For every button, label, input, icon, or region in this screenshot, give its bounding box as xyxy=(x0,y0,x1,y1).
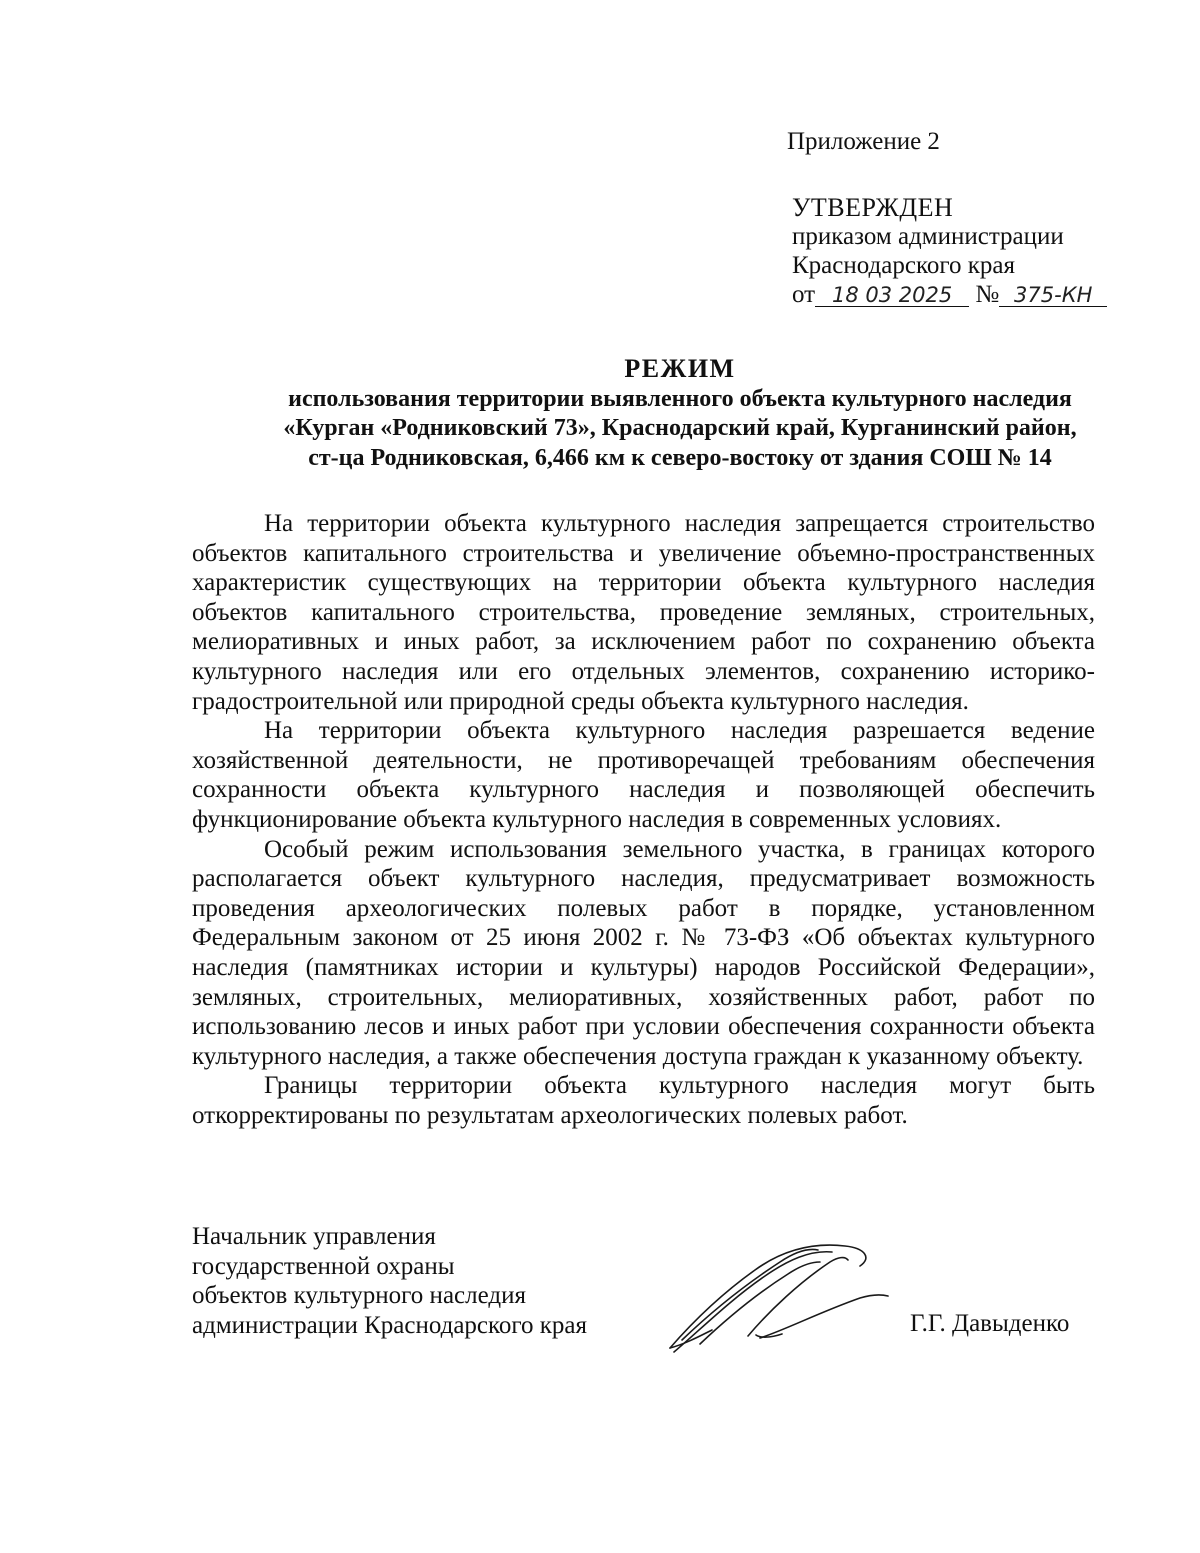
order-date-handwritten: 18 03 2025 xyxy=(815,284,969,307)
signer-title-line-4: администрации Краснодарского края xyxy=(192,1311,588,1339)
appendix-label: Приложение 2 xyxy=(787,128,940,155)
signer-title-line-3: объектов культурного наследия xyxy=(192,1282,526,1309)
approved-word: УТВЕРЖДЕН xyxy=(792,193,954,222)
title-line-2: «Курган «Родниковский 73», Краснодарский край, Курганинский район, xyxy=(283,415,1077,441)
signer-title xyxy=(192,1222,587,1340)
order-line xyxy=(792,280,1107,309)
body-paragraph-1: На территории объекта культурного наследия запрещается строительство объектов капитального строительства и увеличение объемно-пространственных характеристик существующих на территории объекта культурного наследия объектов капитального строительства, проведение земляных, строительных, мелиоративных и иных работ, за исключением работ по сохранению объекта культурного наследия или его отдельных элементов, сохранению историко-градостроительной или природной среды объекта культурного наследия. xyxy=(192,510,1095,715)
body-paragraph-3: Особый режим использования земельного участка, в границах которого располагается объект культурного наследия, предусматривает возможность проведения археологических полевых работ в порядке, установленном Федеральным законом от 25 июня 2002 г. № 73-ФЗ «Об объектах культурного наследия (памятниках истории и культуры) народов Российской Федерации», земляных, строительных, мелиоративных, хозяйственных работ, работ по использованию лесов и иных работ при условии обеспечения сохранности объекта культурного наследия, а также обеспечения доступа граждан к указанному объекту. xyxy=(192,835,1095,1070)
signer-title-line-1: Начальник управления xyxy=(192,1223,436,1250)
signer-title-line-2: государственной охраны xyxy=(192,1252,455,1280)
body-paragraph-2: На территории объекта культурного наследия разрешается ведение хозяйственной деятельности, не противоречащей требованиям обеспечения сохранности объекта культурного наследия и позволяющей обеспечить функционирование объекта культурного наследия в современных условиях. xyxy=(192,717,1095,833)
title-main: РЕЖИМ xyxy=(624,354,736,383)
signer-name: Г.Г. Давыденко xyxy=(910,1310,1070,1337)
order-number-handwritten: 375-КН xyxy=(999,284,1107,307)
body-paragraph-4: Границы территории объекта культурного наследия могут быть откорректированы по результатам археологических полевых работ. xyxy=(192,1072,1095,1129)
approved-by-line-2: Краснодарского края xyxy=(792,252,1015,279)
approved-by-line-1: приказом администрации xyxy=(792,223,1064,250)
approval-block xyxy=(792,193,1107,309)
handwritten-signature xyxy=(660,1240,890,1355)
body-text xyxy=(192,509,1095,1130)
title-line-3: ст-ца Родниковская, 6,466 км к северо-востоку от здания СОШ № 14 xyxy=(308,444,1052,471)
title-line-1: использования территории выявленного объекта культурного наследия xyxy=(288,385,1072,412)
document-title xyxy=(160,354,1200,473)
order-prefix: от xyxy=(792,281,816,308)
order-number-sign: № xyxy=(975,281,1000,308)
